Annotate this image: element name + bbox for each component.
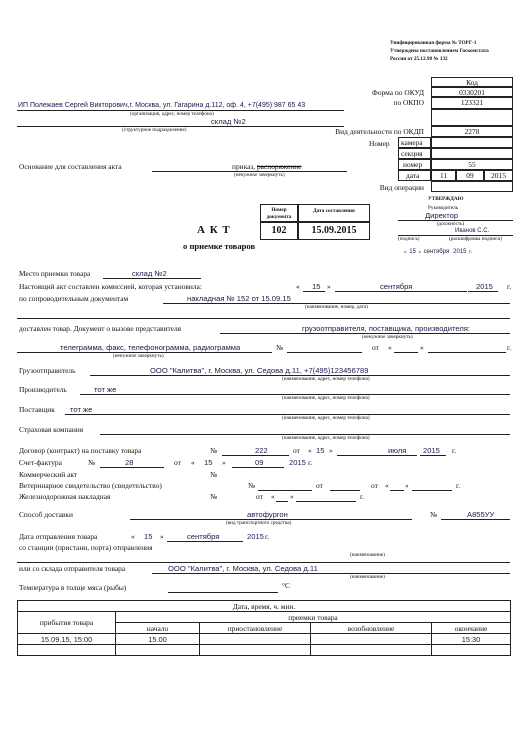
sekciya-value (431, 148, 513, 159)
tt-resume-val (311, 634, 432, 645)
commission-day: 15 (312, 282, 321, 291)
tt-empty (311, 645, 432, 656)
contract-label: Договор (контракт) на поставку товара (19, 446, 142, 455)
delivery-caption: (вид транспортного средства) (226, 520, 292, 526)
rail-ot: от (256, 492, 263, 501)
dispatch-year: 2015 (247, 532, 264, 541)
okud-value: 0330201 (431, 87, 513, 97)
insurer-caption: (наименование, адрес, номер телефона) (282, 435, 370, 441)
contract-no: 222 (255, 446, 268, 455)
tt-suspend-val (200, 634, 311, 645)
doc-title: А К Т (197, 224, 231, 236)
shipper-value: ООО "Калитва", г. Москва, ул. Седова д.11, +7(495)123456789 (150, 366, 369, 375)
invoice-month: 09 (255, 458, 264, 467)
supplier-value: тот же (70, 405, 93, 414)
vet-ot2: от (371, 481, 378, 490)
codes-head: Код (431, 77, 513, 87)
date-month: 09 (456, 170, 484, 181)
okdp-value: 2278 (431, 126, 513, 137)
tt-arrival-val: 15.09.15, 15:00 (18, 634, 116, 645)
commission-month: сентября (380, 282, 413, 291)
q-open: « (404, 249, 407, 255)
sekciya-label: секция (398, 148, 431, 159)
accomp-label: по сопроводительным документам (19, 294, 129, 303)
warehouse-label: или со склада отправителя товара (19, 564, 126, 573)
temp-label: Температура в толще мяса (рыбы) (19, 583, 127, 592)
c-year-ul (468, 291, 498, 292)
contract-q-open: « (308, 446, 312, 455)
codes-empty-cell (431, 109, 513, 126)
vet-ot: от (316, 481, 323, 490)
form-header-line3: России от 25.12.98 № 132 (390, 56, 448, 62)
commission-year: 2015 (476, 282, 493, 291)
delivery-label: Способ доставки (19, 510, 73, 519)
warehouse-caption: (наименование) (350, 574, 385, 580)
c-day-ul (303, 291, 325, 292)
plate-underline (441, 519, 510, 520)
approve-day: 15 (409, 249, 416, 255)
nomer2-label: номер (398, 159, 431, 170)
invoice-no-ul (100, 467, 164, 468)
vet-label: Ветеринарное свидетельство (свидетельство) (19, 481, 162, 490)
telegram-caption: (ненужное зачеркнуть) (113, 353, 164, 359)
approve-g: г. (469, 249, 472, 255)
sign-caption: (подпись) (398, 236, 420, 242)
dispatch-label: Дата отправления товара (19, 532, 98, 541)
telegram-ot: от (372, 343, 379, 352)
commission-g: г. (507, 282, 512, 291)
doc-subtitle: о приемке товаров (183, 241, 256, 251)
basis-struck: распоряжение (256, 162, 302, 171)
vid-oper-label: Вид операции (379, 183, 424, 192)
invoice-no: 28 (125, 458, 134, 467)
kamera-value (431, 137, 513, 148)
commission-q-open: « (296, 282, 300, 291)
delivered-caption: (ненужное зачеркнуть) (362, 334, 413, 340)
telegram-value: телеграмма, факс, телефонограмма, радиограмма (60, 343, 241, 352)
invoice-label: Счет-фактура (19, 458, 62, 467)
approve-year: 2015 (453, 249, 467, 255)
dispatch-g: г. (265, 532, 270, 541)
okpo-value: 123321 (431, 97, 513, 109)
dispatch-month: сентября (187, 532, 220, 541)
tt-empty (200, 645, 311, 656)
contract-g: г. (452, 446, 457, 455)
basis-value (232, 162, 301, 171)
time-table (17, 600, 511, 656)
temp-underline (168, 592, 278, 593)
approve-date (404, 249, 472, 255)
approve-month: сентября (423, 249, 450, 255)
tt-start-head: начало (116, 623, 200, 634)
rail-month-ul (296, 501, 356, 502)
data-label: дата (398, 170, 431, 181)
nomer-value: 55 (431, 159, 513, 170)
vet-q-open: « (385, 481, 389, 490)
rail-no: № (210, 492, 218, 501)
dispatch-day: 15 (144, 532, 153, 541)
vet-month-ul (412, 490, 452, 491)
producer-value: тот же (94, 385, 117, 394)
q-close: » (418, 249, 422, 255)
commission-label: Настоящий акт составлен комиссией, которая установила: (19, 282, 202, 291)
invoice-q-close: » (222, 458, 226, 467)
invoice-no-sign: № (88, 458, 96, 467)
approve-role: Руководитель (428, 205, 459, 211)
vet-no: № (248, 481, 256, 490)
approve-sign-name: Иванов С.С. (455, 228, 490, 234)
rail-day-ul (276, 501, 288, 502)
delivery-value: автофургон (247, 510, 288, 519)
insurer-label: Страховая компания (19, 425, 84, 434)
delivered-value: грузоотправителя, поставщика, производителя: (302, 324, 470, 333)
vet-no-ul (258, 490, 312, 491)
c-month-ul (335, 291, 467, 292)
tt-start-val: 15.00 (116, 634, 200, 645)
nomer-label: Номер (369, 139, 390, 148)
dispatch-q-close: » (160, 532, 164, 541)
tt-arrival-head: прибытия товара (18, 612, 116, 634)
tt-empty (432, 645, 511, 656)
table-row (18, 634, 511, 645)
place-value: склад №2 (132, 269, 167, 278)
tt-end-head: окончание (432, 623, 511, 634)
tt-empty (18, 645, 116, 656)
form-header-line1: Унифицированная форма № ТОРГ-1 (390, 40, 477, 46)
telegram-q-open: « (388, 343, 392, 352)
okud-label: Форма по ОКУД (371, 88, 424, 97)
org-name: ИП Полежаев Сергей Викторович,г. Москва, ул. Гагарина д.112, оф. 4, +7(495) 987 65 43 (18, 102, 306, 109)
table-row (18, 601, 511, 612)
commission-q-close: » (327, 282, 331, 291)
invoice-q-open: « (191, 458, 195, 467)
place-underline (103, 278, 201, 279)
tt-empty (116, 645, 200, 656)
accomp-value: накладная № 152 от 15.09.15 (187, 294, 291, 303)
rail-label: Железнодорожная накладная (19, 492, 111, 501)
okdp-label: Вид деятельности по ОКДП (335, 127, 424, 136)
invoice-ot: от (174, 458, 181, 467)
station-label: со станции (пристани, порта) отправления (19, 543, 153, 552)
contract-month: июля (388, 446, 407, 455)
telegram-no: № (276, 343, 284, 352)
commercial-label: Коммерческий акт (19, 470, 78, 479)
contract-no-ul (222, 455, 289, 456)
vet-g: г. (456, 481, 461, 490)
commercial-no: № (210, 470, 218, 479)
delivered-label: доставлен товар. Документ о вызове представителя (19, 324, 182, 333)
station-underline (17, 562, 510, 563)
contract-month-ul (337, 455, 417, 456)
accomp-caption: (наименование, номер, дата) (305, 304, 368, 310)
tt-suspend-head: приостановление (200, 623, 311, 634)
contract-q-close: » (329, 446, 333, 455)
dispatch-q-open: « (131, 532, 135, 541)
basis-caption: (ненужное зачеркнуть) (234, 172, 285, 178)
contract-year: 2015 (423, 446, 440, 455)
vet-ot-ul (330, 490, 360, 491)
supplier-label: Поставщик (19, 405, 55, 414)
date-day: 11 (431, 170, 456, 181)
station-caption: (наименование) (350, 552, 385, 558)
doc-number: 102 (260, 222, 298, 240)
tt-acceptance-head: приемки товара (116, 612, 511, 623)
vet-q-close: » (405, 481, 409, 490)
invoice-month-ul (232, 467, 284, 468)
producer-label: Производитель (19, 385, 67, 394)
unit-caption: (структурное подразделение) (122, 127, 187, 133)
tt-end-val: 15:30 (432, 634, 511, 645)
approve-title: УТВЕРЖДАЮ (428, 196, 464, 202)
tg-day-ul (394, 352, 418, 353)
basis-label: Основание для составления акта (19, 162, 122, 171)
contract-year-ul (420, 455, 446, 456)
dispatch-month-ul (167, 541, 243, 542)
vet-day-ul (390, 490, 404, 491)
role-caption: (должность) (437, 221, 465, 227)
accomp-underline2 (17, 318, 510, 319)
invoice-year: 2015 (289, 458, 306, 467)
warehouse-underline (152, 573, 510, 574)
contract-day: 15 (316, 446, 325, 455)
sign-name-caption: (расшифровка подписи) (449, 236, 502, 242)
org-caption: (организация, адрес, номер телефона) (130, 111, 214, 117)
approve-role-value: Директор (425, 211, 459, 220)
invoice-g: г. (308, 458, 313, 467)
doc-date-head: Дата составления (298, 204, 370, 222)
table-row (18, 645, 511, 656)
tt-caption: Дата, время, ч. мин. (18, 601, 511, 612)
telegram-q-close: » (420, 343, 424, 352)
basis-prefix: приказ, (232, 162, 257, 171)
supplier-caption: (наименование, адрес, номер телефона) (282, 415, 370, 421)
kamera-label: камера (398, 137, 431, 148)
table-row (18, 612, 511, 623)
tg-month-ul (428, 352, 506, 353)
producer-caption: (наименование, адрес, номер телефона) (282, 395, 370, 401)
delivery-no: № (430, 510, 438, 519)
shipper-label: Грузоотправитель (19, 366, 76, 375)
delivery-plate: А855УУ (467, 510, 495, 519)
invoice-day: 15 (204, 458, 213, 467)
date-year: 2015 (484, 170, 513, 181)
org-unit: склад №2 (211, 117, 246, 126)
tt-resume-head: возобновление (311, 623, 432, 634)
doc-date: 15.09.2015 (298, 222, 370, 240)
shipper-caption: (наименование, адрес, номер телефона) (282, 376, 370, 382)
telegram-no-ul (287, 352, 362, 353)
temp-unit: °С (282, 581, 290, 590)
doc-num-head: Номер документа (260, 204, 298, 222)
place-label: Место приемки товара (19, 269, 91, 278)
contract-no-sign: № (210, 446, 218, 455)
contract-ot: от (293, 446, 300, 455)
form-header-line2: Утверждена постановлением Госкомстата (390, 48, 489, 54)
rail-q-open: « (271, 492, 275, 501)
rail-q-close: » (290, 492, 294, 501)
warehouse-value: ООО "Калитва", г. Москва, ул. Седова д.11 (168, 564, 318, 573)
rail-g: г. (360, 492, 365, 501)
vid-oper-value (431, 181, 513, 192)
telegram-g: г. (507, 343, 512, 352)
okpo-label: по ОКПО (393, 98, 424, 107)
